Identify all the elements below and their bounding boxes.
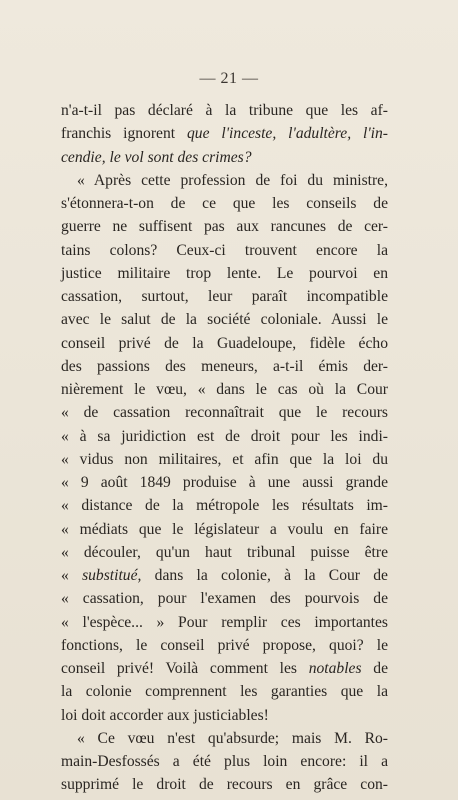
text-line: conseil privé de la Guadeloupe, fidèle écho bbox=[61, 334, 388, 352]
text-line: « Ce vœu n'est qu'absurde; mais M. Ro- bbox=[77, 729, 388, 747]
text-line: justice militaire trop lente. Le pourvoi en bbox=[61, 264, 388, 282]
text-line: fonctions, le conseil privé propose, quoi? le bbox=[61, 636, 388, 654]
text-line: « découler, qu'un haut tribunal puisse être bbox=[61, 543, 388, 561]
italic-text: cendie, le vol sont des crimes? bbox=[61, 148, 252, 166]
text-line bbox=[61, 146, 388, 169]
text-line: « Après cette profession de foi du ministre, bbox=[77, 171, 388, 189]
text-line: conseil privé! Voilà comment les notables de bbox=[61, 660, 388, 677]
page-number: — 21 — bbox=[199, 70, 259, 87]
text-line: nièrement le vœu, « dans le cas où la Cour bbox=[61, 381, 388, 398]
text-line: n'a-t-il pas déclaré à la tribune que les af- bbox=[61, 102, 388, 119]
text-line: « vidus non militaires, et afin que la loi du bbox=[61, 450, 388, 468]
text-line: tains colons? Ceux-ci trouvent encore la bbox=[61, 241, 388, 259]
text-line: « 9 août 1849 produise à une aussi grande bbox=[61, 474, 388, 491]
text-line: « substitué, dans la colonie, à la Cour de bbox=[61, 567, 388, 584]
text-line: loi doit accorder aux justiciables! bbox=[61, 706, 269, 724]
text-line: « distance de la métropole les résultats im- bbox=[61, 497, 388, 515]
text-line: « à sa juridiction est de droit pour les indi- bbox=[61, 427, 388, 445]
italic-text: notables bbox=[308, 660, 362, 677]
text-line: main-Desfossés a été plus loin encore: il a bbox=[61, 753, 388, 770]
text-line: s'étonnera-t-on de ce que les conseils de bbox=[61, 195, 388, 212]
body-text bbox=[61, 99, 388, 797]
text-line: avec le salut de la société coloniale. Aussi le bbox=[61, 311, 388, 329]
italic-text: que l'inceste, l'adultère, l'in- bbox=[186, 125, 388, 143]
text-line: « cassation, pour l'examen des pourvois de bbox=[61, 590, 388, 608]
italic-text: substitué, bbox=[82, 567, 142, 584]
text-line: franchis ignorent que l'inceste, l'adultère, l'in- bbox=[61, 125, 388, 143]
text-line: la colonie comprennent les garanties que la bbox=[61, 683, 388, 701]
text-line: « l'espèce... » Pour remplir ces importantes bbox=[61, 613, 388, 631]
text-line: « de cassation reconnaîtrait que le recours bbox=[61, 404, 388, 422]
text-line: « médiats que le législateur a voulu en faire bbox=[61, 520, 388, 538]
text-line: des passions des meneurs, a-t-il émis der- bbox=[61, 357, 388, 375]
text-line: cassation, surtout, leur paraît incompatible bbox=[61, 288, 388, 305]
text-line: guerre ne suffisent pas aux rancunes de cer- bbox=[61, 218, 388, 236]
text-line: supprimé le droit de recours en grâce con- bbox=[61, 776, 388, 794]
